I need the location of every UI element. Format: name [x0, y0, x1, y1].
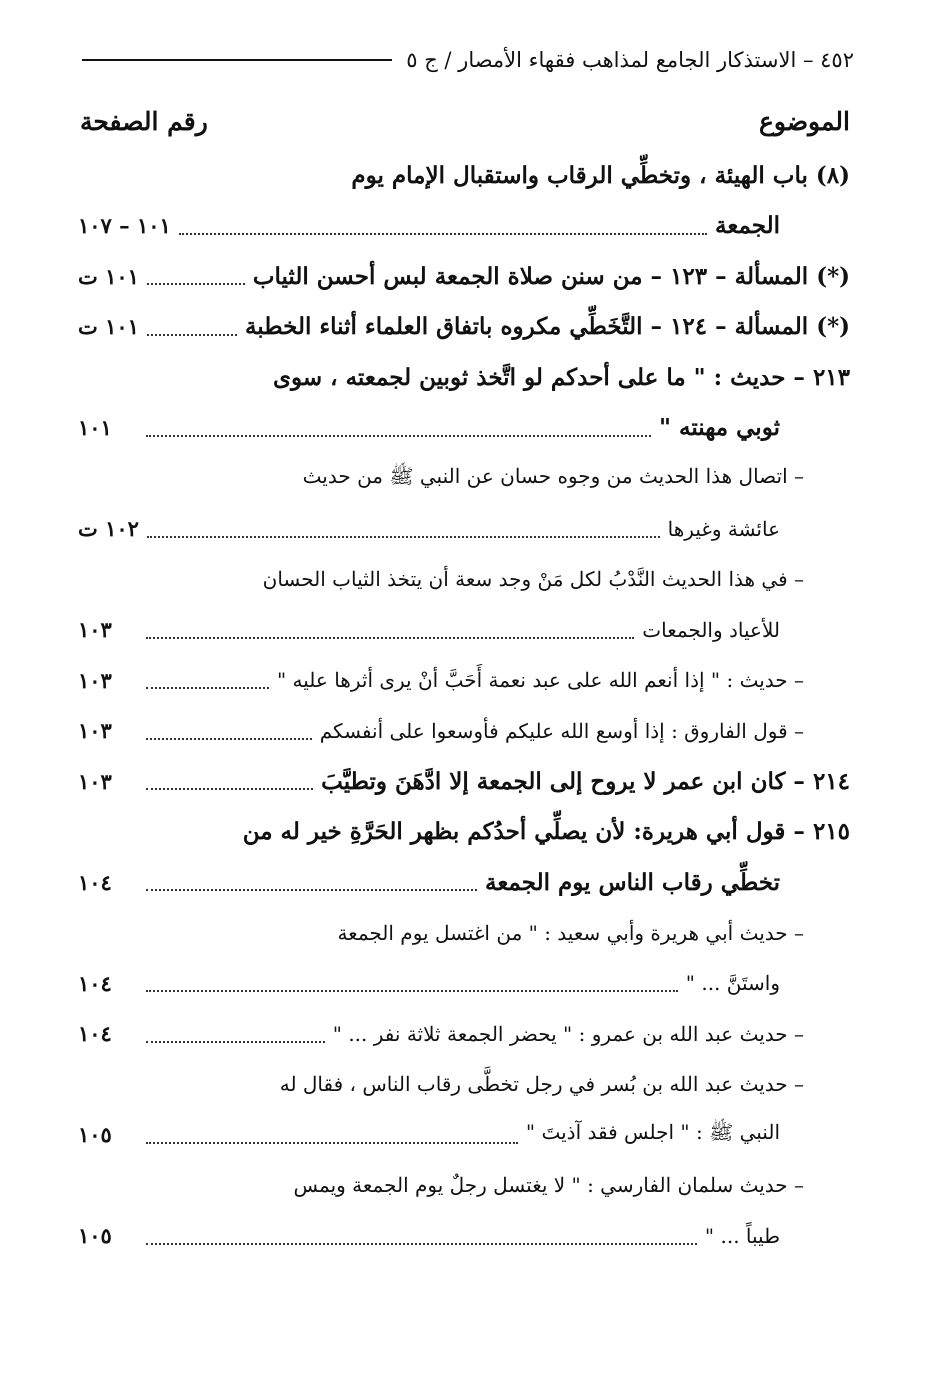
- dot-leader: [146, 1243, 697, 1245]
- list-item: [78, 655, 850, 706]
- entry-page: ١٠٥: [78, 1122, 112, 1148]
- dot-leader: [147, 283, 245, 285]
- entry-text: النبي ﷺ : " اجلس فقد آذيتَ ": [525, 1120, 780, 1145]
- entry-text: طيباً ... ": [704, 1223, 780, 1248]
- list-item: [78, 201, 850, 252]
- list-item: [78, 403, 850, 454]
- dot-leader: [146, 1142, 518, 1144]
- list-item: [78, 807, 850, 858]
- entry-text: ٢١٣ – حديث : " ما على أحدكم لو اتَّخذ ثوبين لجمعته ، سوى: [272, 363, 850, 391]
- entry-text: – اتصال هذا الحديث من وجوه حسان عن النبي ﷺ من حديث: [302, 463, 804, 488]
- entry-page: ١٠١ ت: [78, 314, 139, 340]
- entry-page: ١٠٣: [78, 667, 112, 693]
- dot-leader: [146, 1041, 325, 1043]
- entry-text: – في هذا الحديث النَّدْبُ لكل مَنْ وجد سعة أن يتخذ الثياب الحسان: [262, 567, 804, 592]
- entry-page: ١٠٥: [78, 1223, 112, 1249]
- dot-leader: [146, 637, 634, 639]
- list-item: [78, 453, 850, 504]
- dot-leader: [146, 990, 678, 992]
- dot-leader: [146, 738, 312, 740]
- header-rule: [82, 59, 392, 61]
- entry-text: (*) المسألة – ١٢٣ – من سنن صلاة الجمعة لبس أحسن الثياب: [252, 262, 850, 290]
- entry-text: تخطِّي رقاب الناس يوم الجمعة: [485, 868, 780, 896]
- list-item: [78, 1160, 850, 1211]
- list-item: [78, 605, 850, 656]
- entry-page: ١٠١: [78, 415, 112, 441]
- list-item: [78, 504, 850, 555]
- entry-text: ثوبي مهنته ": [659, 414, 780, 442]
- index-entries: [78, 150, 850, 1261]
- entry-page: ١٠٤: [78, 869, 112, 895]
- list-item: [78, 150, 850, 201]
- dot-leader: [146, 788, 313, 790]
- list-item: [78, 1009, 850, 1060]
- entry-text: واستَنَّ ... ": [685, 971, 780, 996]
- entry-text: – قول الفاروق : إذا أوسع الله عليكم فأوسعوا على أنفسكم: [319, 718, 804, 743]
- entry-text: (*) المسألة – ١٢٤ – التَّخَطِّي مكروه باتفاق العلماء أثناء الخطبة: [244, 313, 850, 341]
- list-item: [78, 908, 850, 959]
- list-item: [78, 1110, 850, 1161]
- entry-text: – حديث أبي هريرة وأبي سعيد : " من اغتسل يوم الجمعة: [337, 920, 804, 945]
- list-item: [78, 302, 850, 353]
- list-item: [78, 756, 850, 807]
- list-item: [78, 251, 850, 302]
- entry-text: ٢١٤ – كان ابن عمر لا يروح إلى الجمعة إلا ادَّهَنَ وتطيَّبَ: [321, 767, 850, 795]
- entry-text: (٨) باب الهيئة ، وتخطِّي الرقاب واستقبال الإمام يوم: [351, 161, 850, 189]
- entry-text: الجمعة: [715, 212, 780, 240]
- list-item: [78, 1211, 850, 1262]
- entry-page: ١٠١ ت: [78, 263, 139, 289]
- entry-page: ١٠٣: [78, 617, 112, 643]
- topic-column-heading: الموضوع: [759, 106, 850, 136]
- running-title: ٤٥٢ – الاستذكار الجامع لمذاهب فقهاء الأمصار / ج ٥: [406, 48, 854, 72]
- page-column-heading: رقم الصفحة: [80, 106, 208, 136]
- dot-leader: [147, 334, 237, 336]
- list-item: [78, 1059, 850, 1110]
- dot-leader: [146, 889, 477, 891]
- entry-text: – حديث عبد الله بن عمرو : " يحضر الجمعة ثلاثة نفر ... ": [332, 1021, 804, 1046]
- entry-text: عائشة وغيرها: [667, 516, 780, 541]
- list-item: [78, 706, 850, 757]
- dot-leader: [179, 233, 707, 235]
- entry-text: – حديث عبد الله بن بُسر في رجل تخطَّى رقاب الناس ، فقال له: [279, 1072, 804, 1097]
- list-item: [78, 554, 850, 605]
- dot-leader: [146, 435, 651, 437]
- running-header: [82, 38, 854, 82]
- list-item: [78, 857, 850, 908]
- entry-page: ١٠٣: [78, 718, 112, 744]
- entry-page: ١٠٤: [78, 970, 112, 996]
- list-item: [78, 958, 850, 1009]
- entry-text: ٢١٥ – قول أبي هريرة: لأن يصلِّي أحدُكم بظهر الحَرَّةِ خير له من: [242, 818, 850, 846]
- dot-leader: [147, 536, 660, 538]
- entry-text: – حديث سلمان الفارسي : " لا يغتسل رجلٌ يوم الجمعة ويمس: [293, 1173, 804, 1198]
- entry-page: ١٠٢ ت: [78, 516, 139, 542]
- entry-page: ١٠٤: [78, 1021, 112, 1047]
- entry-text: – حديث : " إذا أنعم الله على عبد نعمة أَحَبَّ أنْ يرى أثرها عليه ": [276, 668, 804, 693]
- dot-leader: [146, 687, 269, 689]
- entry-text: للأعياد والجمعات: [642, 617, 780, 642]
- column-headings: [80, 96, 850, 146]
- entry-page: ١٠٣: [78, 768, 112, 794]
- list-item: [78, 352, 850, 403]
- entry-page: ١٠١ – ١٠٧: [78, 213, 171, 239]
